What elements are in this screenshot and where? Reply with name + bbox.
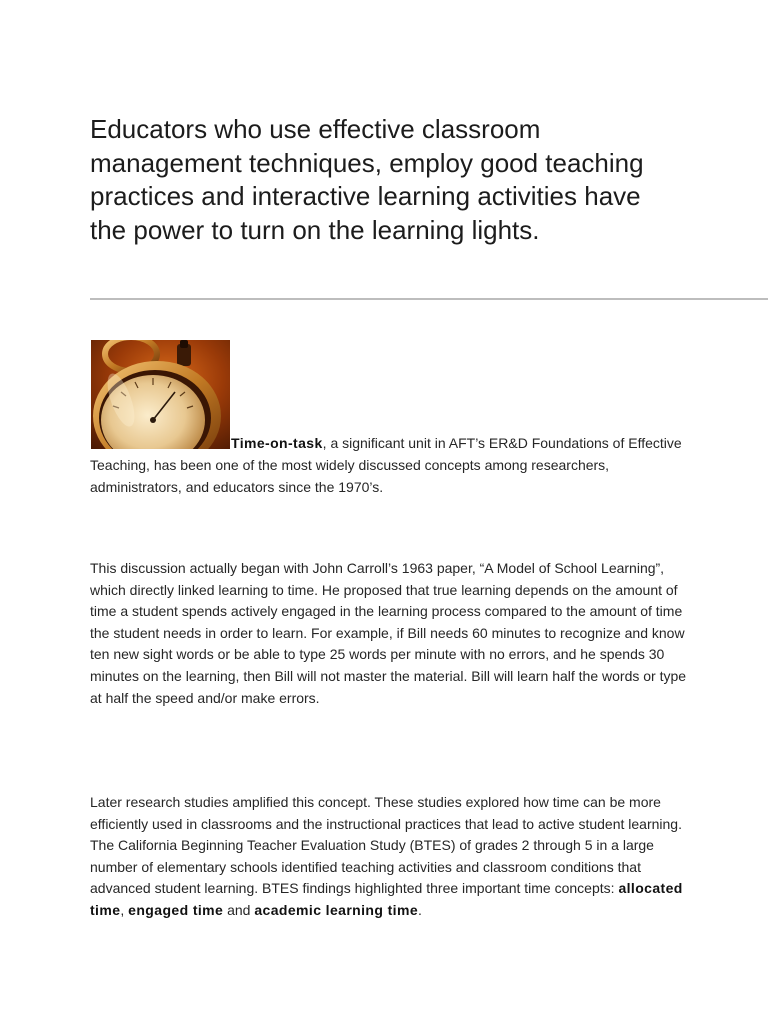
engaged-time-term: engaged time <box>128 901 224 918</box>
research-paragraph <box>90 792 690 922</box>
article-headline: Educators who use effective classroom management techniques, employ good teaching practices and interactive learning activities have the power to turn on the learning lights. <box>90 114 644 245</box>
allocated-time-term: allocated time <box>90 880 683 918</box>
carroll-paragraph: This discussion actually began with John Carroll’s 1963 paper, “A Model of School Learning”, which directly linked learning to time. He proposed that true learning depends on the amount of time a student spends actively engaged in the learning process compared to the amount of time the student needs in order to learn. For example, if Bill needs 60 minutes to recognize and know ten new sight words or be able to type 25 words per minute with no errors, and he spends 30 minutes on the learning, then Bill will not master the material. Bill will learn half the words or type at half the speed and/or make errors. <box>90 560 687 706</box>
intro-paragraph <box>90 432 690 498</box>
section-divider <box>90 298 768 300</box>
research-text: Later research studies amplified this concept. These studies explored how time can be more efficiently used in classrooms and the instructional practices that lead to active student learning. The California Beginning Teacher Evaluation Study (BTES) of grades 2 through 5 in a large number of elementary schools identified teaching activities and classroom conditions that advanced student learning. BTES findings highlighted three important time concepts: <box>90 794 682 897</box>
time-on-task-term: Time-on-task <box>231 435 323 451</box>
sentence-end: . <box>418 901 422 918</box>
separator: and <box>223 901 255 918</box>
separator: , <box>120 901 129 918</box>
academic-learning-time-term: academic learning time <box>254 901 419 918</box>
intro-text: , a significant unit in AFT’s ER&D Foundations of Effective Teaching, has been one of the most widely discussed concepts among researchers, administrators, and educators since the 1970’s. <box>90 435 682 495</box>
